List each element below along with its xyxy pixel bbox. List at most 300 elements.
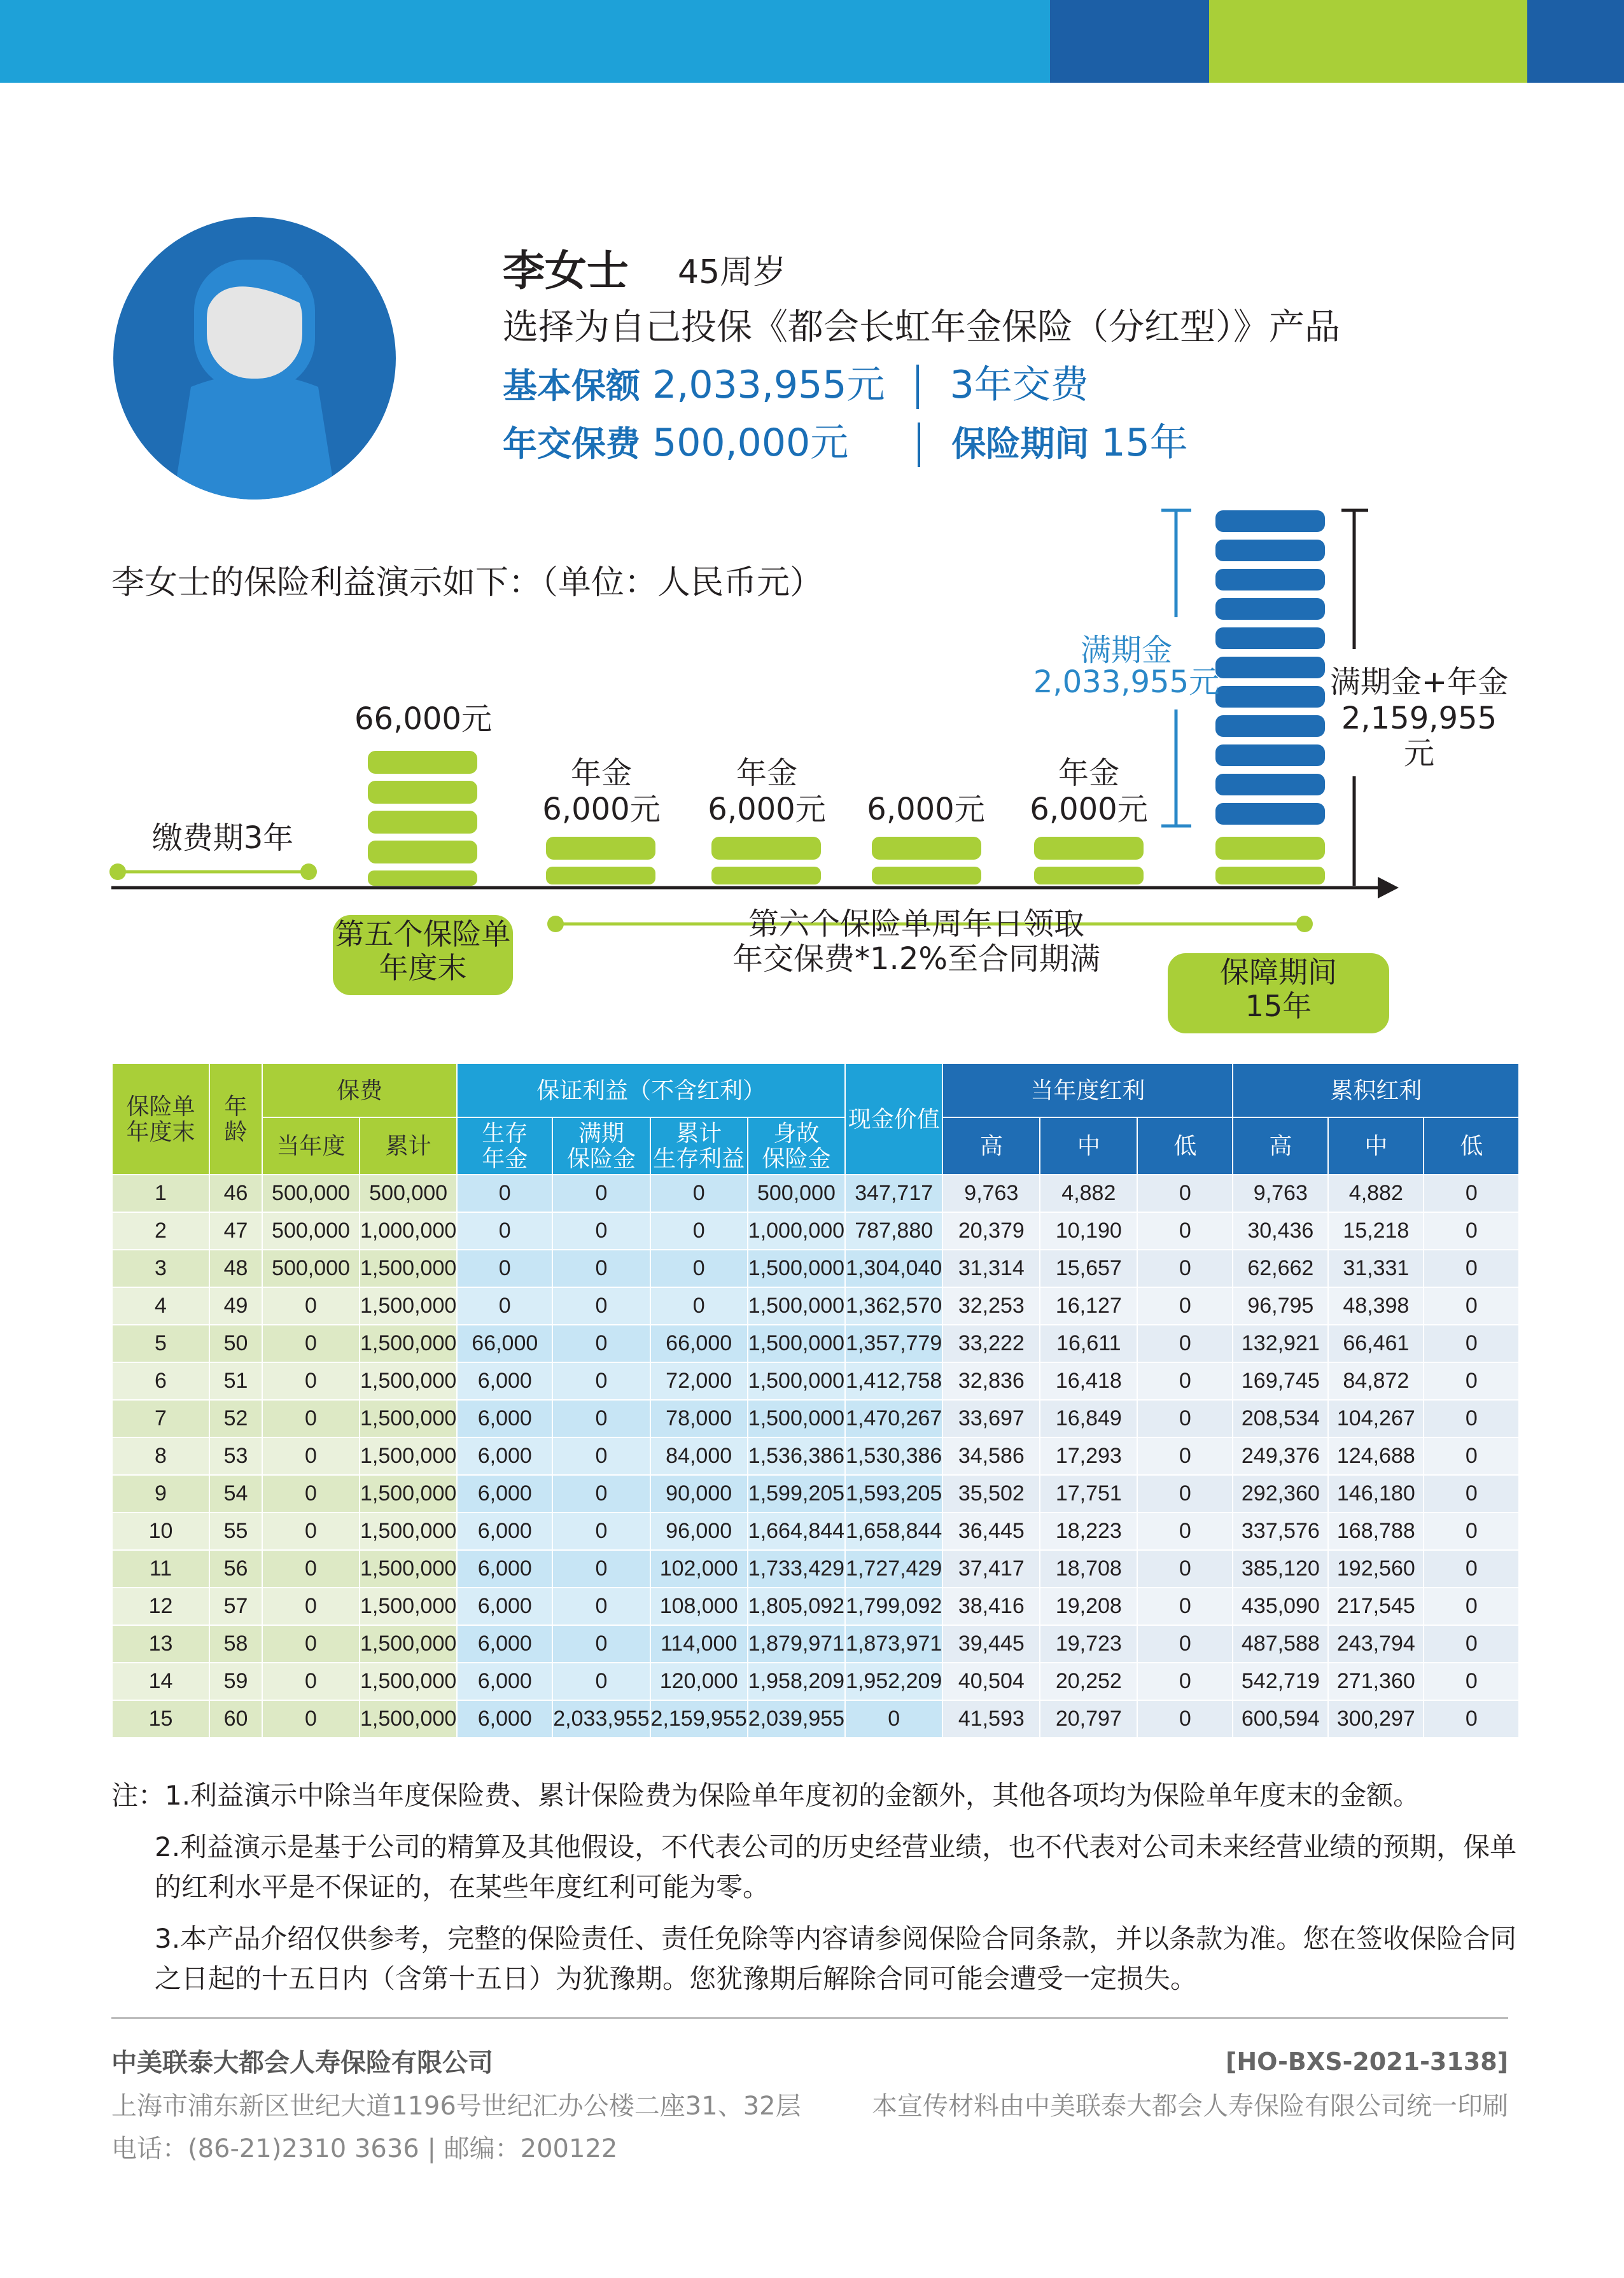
bar1-amount: 66,000元 [354, 701, 492, 737]
annuity-label-6: 年金 [570, 755, 632, 791]
note-3: 3.本产品介绍仅供参考，完整的保险责任、责任免除等内容请参阅保险合同条款，并以条款为准。您在签收保险合同之日起的十五日内（含第十五日）为犹豫期。您犹豫期后解除合同可能会遭受一定损失。 [155, 1923, 1517, 1994]
table-cell: 6,000 [457, 1588, 552, 1625]
table-cell: 32,836 [942, 1362, 1040, 1400]
table-cell: 0 [1424, 1437, 1519, 1475]
table-cell: 37,417 [942, 1550, 1040, 1588]
table-cell: 1,536,386 [748, 1437, 845, 1475]
header-survival: 生存 年金 [457, 1117, 552, 1175]
table-cell: 114,000 [650, 1625, 748, 1663]
table-cell: 96,000 [650, 1513, 748, 1550]
table-cell: 1,799,092 [845, 1588, 942, 1625]
table-cell: 15,657 [1040, 1250, 1137, 1287]
header-current-low: 低 [1137, 1117, 1233, 1175]
coverage-line2: 15年 [1245, 988, 1312, 1023]
table-cell: 6,000 [457, 1700, 552, 1738]
table-row [112, 1475, 1519, 1513]
table-cell: 0 [1137, 1663, 1233, 1700]
fifth-year-box [333, 915, 513, 995]
table-cell: 0 [552, 1325, 650, 1362]
table-cell: 4,882 [1328, 1175, 1424, 1212]
customer-age: 45周岁 [678, 253, 787, 291]
table-cell: 55 [209, 1513, 262, 1550]
table-cell: 36,445 [942, 1513, 1040, 1550]
table-cell: 6,000 [457, 1362, 552, 1400]
table-cell: 6 [112, 1362, 209, 1400]
table-cell: 1,500,000 [360, 1400, 457, 1437]
header-current-high: 高 [942, 1117, 1040, 1175]
header-premium: 保费 [262, 1063, 457, 1117]
table-cell: 0 [1424, 1700, 1519, 1738]
top-color-bar [0, 0, 1624, 83]
table-cell: 0 [552, 1175, 650, 1212]
table-cell: 0 [262, 1663, 360, 1700]
benefit-table-container [111, 1063, 1520, 1738]
annuity-label-15: 年金 [1058, 755, 1119, 791]
table-row [112, 1513, 1519, 1550]
table-cell: 31,314 [942, 1250, 1040, 1287]
table-cell: 249,376 [1233, 1437, 1328, 1475]
table-cell: 1,500,000 [748, 1325, 845, 1362]
table-cell: 38,416 [942, 1588, 1040, 1625]
header-age: 年 龄 [209, 1063, 262, 1175]
table-cell: 1,500,000 [748, 1400, 845, 1437]
table-cell: 1,873,971 [845, 1625, 942, 1663]
coverage-value: 15年 [1101, 421, 1188, 465]
annual-premium-value: 500,000元 [652, 421, 849, 465]
table-cell: 35,502 [942, 1475, 1040, 1513]
table-cell: 0 [1424, 1362, 1519, 1400]
table-cell: 33,222 [942, 1325, 1040, 1362]
table-cell: 1 [112, 1175, 209, 1212]
table-cell: 0 [262, 1588, 360, 1625]
table-cell: 0 [1137, 1475, 1233, 1513]
table-cell: 132,921 [1233, 1325, 1328, 1362]
table-cell: 0 [262, 1437, 360, 1475]
table-cell: 0 [1137, 1175, 1233, 1212]
table-cell: 6,000 [457, 1663, 552, 1700]
table-cell: 40,504 [942, 1663, 1040, 1700]
table-cell: 102,000 [650, 1550, 748, 1588]
table-row [112, 1325, 1519, 1362]
table-cell: 1,357,779 [845, 1325, 942, 1362]
table-cell: 347,717 [845, 1175, 942, 1212]
header-cum-high: 高 [1233, 1117, 1328, 1175]
table-cell: 0 [650, 1250, 748, 1287]
table-cell: 0 [552, 1588, 650, 1625]
table-cell: 0 [552, 1513, 650, 1550]
header-death: 身故 保险金 [748, 1117, 845, 1175]
annuity-label-7: 年金 [736, 755, 797, 791]
table-cell: 6,000 [457, 1625, 552, 1663]
table-cell: 20,797 [1040, 1700, 1137, 1738]
header-guaranteed: 保证利益（不含红利） [457, 1063, 845, 1117]
table-cell: 1,664,844 [748, 1513, 845, 1550]
table-cell: 0 [1424, 1400, 1519, 1437]
table-cell: 169,745 [1233, 1362, 1328, 1400]
table-row [112, 1437, 1519, 1475]
table-cell: 4 [112, 1287, 209, 1325]
table-cell: 0 [650, 1175, 748, 1212]
header-policy-year: 保险单 年度末 [112, 1063, 209, 1175]
table-cell: 20,379 [942, 1212, 1040, 1250]
table-cell: 2,033,955 [552, 1700, 650, 1738]
table-cell: 6,000 [457, 1437, 552, 1475]
table-cell: 0 [1424, 1212, 1519, 1250]
table-cell: 53 [209, 1437, 262, 1475]
table-cell: 0 [457, 1287, 552, 1325]
table-row [112, 1362, 1519, 1400]
basic-amount-row [503, 354, 1089, 409]
table-cell: 0 [552, 1625, 650, 1663]
table-cell: 0 [457, 1212, 552, 1250]
table-cell: 13 [112, 1625, 209, 1663]
notes [111, 1775, 1524, 2010]
table-cell: 0 [552, 1400, 650, 1437]
divider [916, 365, 919, 409]
table-cell: 1,500,000 [360, 1513, 457, 1550]
sixth-line2: 年交保费*1.2%至合同期满 [732, 941, 1100, 977]
table-cell: 2,039,955 [748, 1700, 845, 1738]
table-cell: 1,593,205 [845, 1475, 942, 1513]
table-cell: 0 [1424, 1325, 1519, 1362]
table-cell: 18,708 [1040, 1550, 1137, 1588]
table-cell: 1,500,000 [360, 1325, 457, 1362]
table-cell: 500,000 [360, 1175, 457, 1212]
table-cell: 0 [262, 1287, 360, 1325]
table-cell: 16,611 [1040, 1325, 1137, 1362]
table-cell: 0 [845, 1700, 942, 1738]
table-cell: 78,000 [650, 1400, 748, 1437]
table-cell: 3 [112, 1250, 209, 1287]
table-cell: 542,719 [1233, 1663, 1328, 1700]
table-cell: 500,000 [262, 1250, 360, 1287]
table-cell: 1,727,429 [845, 1550, 942, 1588]
table-cell: 47 [209, 1212, 262, 1250]
table-cell: 0 [262, 1625, 360, 1663]
table-cell: 0 [552, 1663, 650, 1700]
annuity-amount-6: 6,000元 [542, 792, 661, 827]
table-cell: 337,576 [1233, 1513, 1328, 1550]
table-cell: 0 [1424, 1550, 1519, 1588]
table-cell: 0 [1137, 1625, 1233, 1663]
table-cell: 9,763 [942, 1175, 1040, 1212]
table-cell: 1,412,758 [845, 1362, 942, 1400]
table-cell: 0 [1424, 1475, 1519, 1513]
header-cum-mid: 中 [1328, 1117, 1424, 1175]
table-cell: 0 [1137, 1437, 1233, 1475]
table-row [112, 1175, 1519, 1212]
table-cell: 1,599,205 [748, 1475, 845, 1513]
table-cell: 16,849 [1040, 1400, 1137, 1437]
table-cell: 52 [209, 1400, 262, 1437]
table-cell: 1,500,000 [748, 1287, 845, 1325]
table-cell: 0 [552, 1475, 650, 1513]
top-bar-dark-blue [1050, 0, 1209, 83]
table-cell: 20,252 [1040, 1663, 1137, 1700]
document-code: [HO-BXS-2021-3138] [1225, 2048, 1508, 2076]
benefit-table-body [112, 1175, 1519, 1738]
table-cell: 1,958,209 [748, 1663, 845, 1700]
table-cell: 0 [1424, 1625, 1519, 1663]
table-cell: 0 [262, 1325, 360, 1362]
table-cell: 84,000 [650, 1437, 748, 1475]
table-cell: 1,658,844 [845, 1513, 942, 1550]
printed-by: 本宣传材料由中美联泰大都会人寿保险有限公司统一印刷 [872, 2092, 1508, 2121]
table-cell: 0 [1137, 1588, 1233, 1625]
table-cell: 124,688 [1328, 1437, 1424, 1475]
table-cell: 385,120 [1233, 1550, 1328, 1588]
table-row [112, 1250, 1519, 1287]
table-cell: 0 [457, 1175, 552, 1212]
table-cell: 32,253 [942, 1287, 1040, 1325]
table-cell: 16,127 [1040, 1287, 1137, 1325]
coverage-period-box [1168, 953, 1389, 1033]
table-row [112, 1663, 1519, 1700]
table-cell: 1,500,000 [360, 1550, 457, 1588]
table-cell: 500,000 [262, 1175, 360, 1212]
table-cell: 62,662 [1233, 1250, 1328, 1287]
table-cell: 435,090 [1233, 1588, 1328, 1625]
note-2: 2.利益演示是基于公司的精算及其他假设，不代表公司的历史经营业绩，也不代表对公司未来经营业绩的预期，保单的红利水平是不保证的，在某些年度红利可能为零。 [155, 1831, 1517, 1903]
company-address: 上海市浦东新区世纪大道1196号世纪汇办公楼二座31、32层 [111, 2092, 801, 2121]
table-cell: 6,000 [457, 1550, 552, 1588]
table-cell: 1,500,000 [748, 1250, 845, 1287]
table-cell: 0 [1137, 1287, 1233, 1325]
table-cell: 0 [262, 1550, 360, 1588]
table-cell: 487,588 [1233, 1625, 1328, 1663]
table-cell: 57 [209, 1588, 262, 1625]
pay-period-label: 缴费期3年 [151, 820, 294, 856]
table-cell: 1,500,000 [360, 1663, 457, 1700]
table-cell: 6,000 [457, 1513, 552, 1550]
table-cell: 0 [1137, 1400, 1233, 1437]
header-current-bonus: 当年度红利 [942, 1063, 1233, 1117]
table-cell: 0 [1424, 1663, 1519, 1700]
table-cell: 41,593 [942, 1700, 1040, 1738]
table-cell: 1,304,040 [845, 1250, 942, 1287]
benefit-table [111, 1063, 1520, 1738]
table-cell: 51 [209, 1362, 262, 1400]
table-cell: 46 [209, 1175, 262, 1212]
table-cell: 0 [552, 1212, 650, 1250]
table-cell: 1,500,000 [360, 1475, 457, 1513]
total-label: 满期金+年金 [1329, 664, 1509, 700]
table-row [112, 1400, 1519, 1437]
fifth-year-line2: 年度末 [379, 950, 467, 985]
table-cell: 9 [112, 1475, 209, 1513]
table-cell: 33,697 [942, 1400, 1040, 1437]
table-cell: 1,952,209 [845, 1663, 942, 1700]
table-cell: 5 [112, 1325, 209, 1362]
table-cell: 54 [209, 1475, 262, 1513]
table-cell: 1,500,000 [360, 1362, 457, 1400]
table-cell: 66,000 [457, 1325, 552, 1362]
table-cell: 208,534 [1233, 1400, 1328, 1437]
table-cell: 6,000 [457, 1475, 552, 1513]
table-cell: 1,500,000 [360, 1588, 457, 1625]
table-cell: 1,362,570 [845, 1287, 942, 1325]
table-cell: 500,000 [262, 1212, 360, 1250]
header-premium-total: 累计 [360, 1117, 457, 1175]
table-cell: 17,293 [1040, 1437, 1137, 1475]
table-cell: 0 [552, 1287, 650, 1325]
annuity-amount-15: 6,000元 [1030, 792, 1148, 827]
divider [918, 423, 920, 467]
table-cell: 1,500,000 [360, 1700, 457, 1738]
table-row [112, 1700, 1519, 1738]
table-cell: 0 [1424, 1287, 1519, 1325]
table-cell: 10 [112, 1513, 209, 1550]
table-cell: 1,500,000 [360, 1287, 457, 1325]
header-cum-low: 低 [1424, 1117, 1519, 1175]
table-cell: 0 [262, 1700, 360, 1738]
table-cell: 0 [1424, 1588, 1519, 1625]
table-cell: 17,751 [1040, 1475, 1137, 1513]
table-cell: 0 [262, 1362, 360, 1400]
table-cell: 60 [209, 1700, 262, 1738]
note-1: 注：1.利益演示中除当年度保险费、累计保险费为保险单年度初的金额外，其他各项均为保险单年度末的金额。 [111, 1780, 1420, 1811]
table-row [112, 1287, 1519, 1325]
annuity-amount-7: 6,000元 [708, 792, 826, 827]
table-cell: 18,223 [1040, 1513, 1137, 1550]
table-cell: 7 [112, 1400, 209, 1437]
table-cell: 243,794 [1328, 1625, 1424, 1663]
table-cell: 8 [112, 1437, 209, 1475]
table-cell: 104,267 [1328, 1400, 1424, 1437]
table-cell: 1,470,267 [845, 1400, 942, 1437]
table-cell: 9,763 [1233, 1175, 1328, 1212]
avatar-icon [111, 215, 398, 501]
table-cell: 1,733,429 [748, 1550, 845, 1588]
table-cell: 12 [112, 1588, 209, 1625]
header-cum-bonus: 累积红利 [1233, 1063, 1519, 1117]
table-cell: 31,331 [1328, 1250, 1424, 1287]
table-cell: 1,500,000 [748, 1362, 845, 1400]
table-cell: 0 [262, 1513, 360, 1550]
table-cell: 6,000 [457, 1400, 552, 1437]
table-cell: 1,805,092 [748, 1588, 845, 1625]
table-cell: 292,360 [1233, 1475, 1328, 1513]
fifth-year-line1: 第五个保险单 [335, 917, 511, 951]
header-premium-current: 当年度 [262, 1117, 360, 1175]
table-cell: 1,500,000 [360, 1250, 457, 1287]
table-cell: 1,500,000 [360, 1625, 457, 1663]
table-cell: 39,445 [942, 1625, 1040, 1663]
table-cell: 84,872 [1328, 1362, 1424, 1400]
table-cell: 14 [112, 1663, 209, 1700]
table-cell: 49 [209, 1287, 262, 1325]
sixth-line1: 第六个保险单周年日领取 [748, 906, 1084, 942]
table-cell: 59 [209, 1663, 262, 1700]
coverage-label: 保险期间 [951, 424, 1089, 464]
customer-name: 李女士 [503, 246, 629, 295]
coverage-line1: 保障期间 [1220, 955, 1337, 989]
table-cell: 2 [112, 1212, 209, 1250]
table-cell: 90,000 [650, 1475, 748, 1513]
table-cell: 30,436 [1233, 1212, 1328, 1250]
table-row [112, 1588, 1519, 1625]
illustration-subtitle: 李女士的保险利益演示如下：（单位：人民币元） [111, 564, 823, 602]
table-cell: 4,882 [1040, 1175, 1137, 1212]
table-cell: 500,000 [748, 1175, 845, 1212]
table-cell: 0 [1137, 1513, 1233, 1550]
table-cell: 271,360 [1328, 1663, 1424, 1700]
total-amount: 2,159,955元 [1341, 701, 1497, 772]
maturity-amount: 2,033,955元 [1033, 664, 1220, 700]
table-cell: 34,586 [942, 1437, 1040, 1475]
table-cell: 300,297 [1328, 1700, 1424, 1738]
table-cell: 0 [1137, 1362, 1233, 1400]
table-cell: 48 [209, 1250, 262, 1287]
table-cell: 50 [209, 1325, 262, 1362]
table-cell: 0 [1137, 1550, 1233, 1588]
table-row [112, 1550, 1519, 1588]
company-name: 中美联泰大都会人寿保险有限公司 [111, 2048, 493, 2078]
table-cell: 600,594 [1233, 1700, 1328, 1738]
table-cell: 787,880 [845, 1212, 942, 1250]
table-row [112, 1625, 1519, 1663]
table-cell: 0 [650, 1287, 748, 1325]
table-cell: 0 [552, 1250, 650, 1287]
table-cell: 0 [1424, 1513, 1519, 1550]
table-cell: 19,723 [1040, 1625, 1137, 1663]
table-cell: 1,000,000 [748, 1212, 845, 1250]
sixth-year-note [687, 907, 1145, 977]
table-cell: 146,180 [1328, 1475, 1424, 1513]
table-cell: 1,530,386 [845, 1437, 942, 1475]
table-cell: 0 [552, 1362, 650, 1400]
table-cell: 19,208 [1040, 1588, 1137, 1625]
table-cell: 0 [552, 1437, 650, 1475]
premium-row [503, 412, 1188, 467]
table-cell: 0 [1424, 1250, 1519, 1287]
top-bar-green [1209, 0, 1527, 83]
table-cell: 0 [1137, 1325, 1233, 1362]
table-cell: 96,795 [1233, 1287, 1328, 1325]
table-cell: 1,500,000 [360, 1437, 457, 1475]
table-cell: 0 [1137, 1700, 1233, 1738]
table-cell: 0 [1137, 1212, 1233, 1250]
footer-divider [111, 2017, 1508, 2019]
header-current-mid: 中 [1040, 1117, 1137, 1175]
table-cell: 0 [1424, 1175, 1519, 1212]
maturity-label: 满期金 [1080, 632, 1172, 668]
product-line: 选择为自己投保《都会长虹年金保险（分红型）》产品 [503, 307, 1340, 348]
company-phone: 电话：(86-21)2310 3636 | 邮编：200122 [111, 2134, 618, 2163]
table-cell: 0 [262, 1475, 360, 1513]
table-cell: 15,218 [1328, 1212, 1424, 1250]
payment-term: 3年交费 [949, 363, 1089, 407]
table-cell: 0 [650, 1212, 748, 1250]
top-bar-light-blue [0, 0, 1050, 83]
table-cell: 1,879,971 [748, 1625, 845, 1663]
annuity-amount-8: 6,000元 [867, 792, 985, 827]
table-cell: 120,000 [650, 1663, 748, 1700]
table-cell: 15 [112, 1700, 209, 1738]
basic-amount-label: 基本保额 [503, 366, 640, 406]
table-cell: 66,461 [1328, 1325, 1424, 1362]
table-cell: 56 [209, 1550, 262, 1588]
table-cell: 217,545 [1328, 1588, 1424, 1625]
table-cell: 16,418 [1040, 1362, 1137, 1400]
table-cell: 1,000,000 [360, 1212, 457, 1250]
table-cell: 192,560 [1328, 1550, 1424, 1588]
table-row [112, 1212, 1519, 1250]
table-cell: 58 [209, 1625, 262, 1663]
table-cell: 0 [552, 1550, 650, 1588]
table-cell: 168,788 [1328, 1513, 1424, 1550]
table-cell: 66,000 [650, 1325, 748, 1362]
